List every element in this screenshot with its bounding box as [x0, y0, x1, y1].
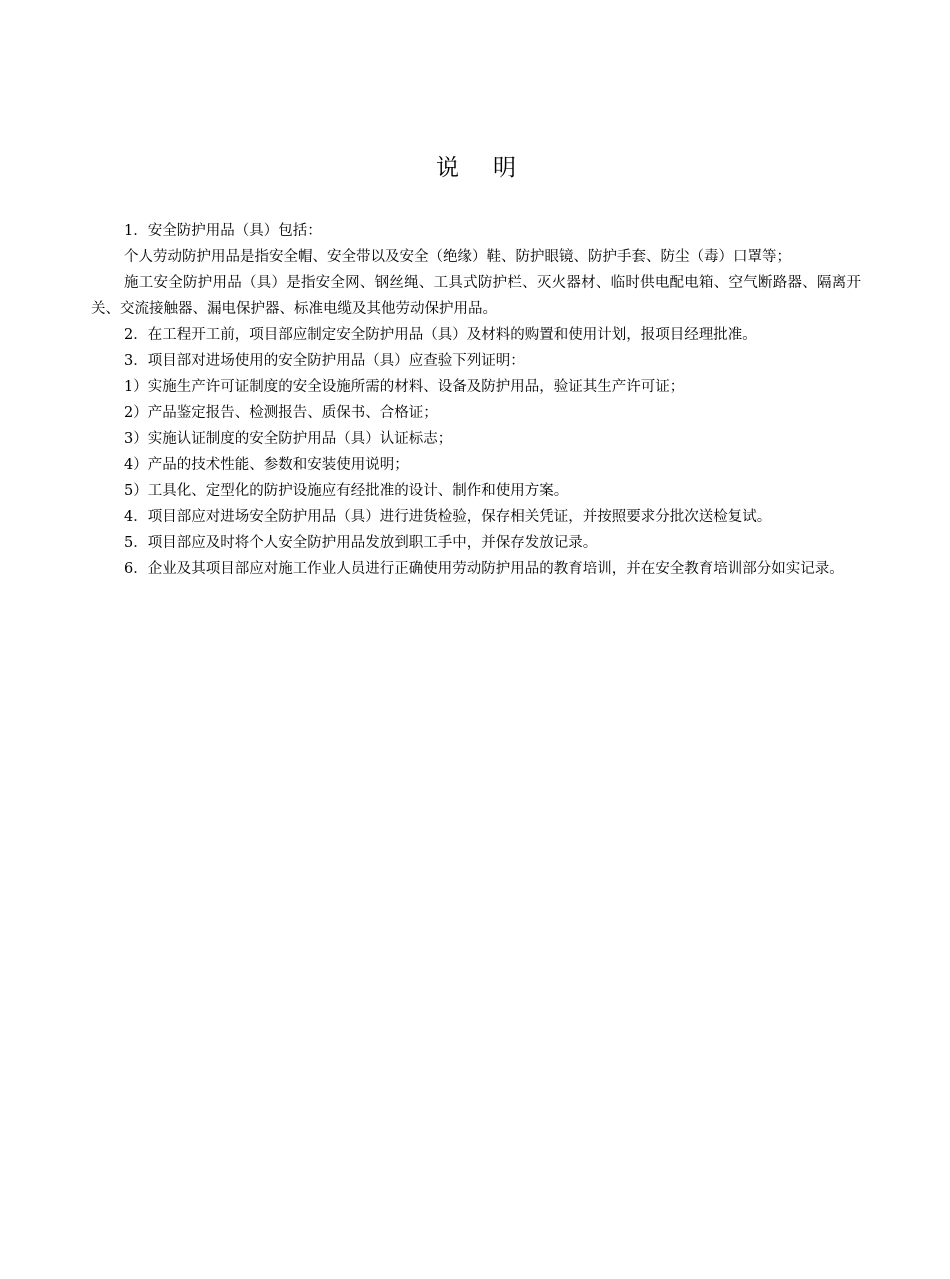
paragraph-6: 1）实施生产许可证制度的安全设施所需的材料、设备及防护用品，验证其生产许可证； — [124, 379, 685, 395]
page-title — [91, 152, 861, 184]
paragraph-1: 1．安全防护用品（具）包括： — [124, 223, 322, 239]
title-char-1: 说 — [436, 155, 459, 181]
paragraph-13: 6．企业及其项目部应对施工作业人员进行正确使用劳动防护用品的教育培训，并在安全教育培训部分如实记录。 — [124, 561, 844, 577]
paragraph-2: 个人劳动防护用品是指安全帽、安全带以及安全（绝缘）鞋、防护眼镜、防护手套、防尘（毒）口罩等； — [124, 249, 791, 265]
paragraph-4: 2．在工程开工前，项目部应制定安全防护用品（具）及材料的购置和使用计划，报项目经理批准。 — [124, 327, 757, 343]
title-char-2: 明 — [493, 155, 516, 181]
paragraph-10: 5）工具化、定型化的防护设施应有经批准的设计、制作和使用方案。 — [124, 483, 569, 499]
paragraph-9: 4）产品的技术性能、参数和安装使用说明； — [124, 457, 409, 473]
paragraph-11: 4．项目部应对进场安全防护用品（具）进行进货检验，保存相关凭证，并按照要求分批次送检复试。 — [124, 509, 772, 525]
document-page — [91, 0, 861, 1279]
paragraph-3: 施工安全防护用品（具）是指安全网、钢丝绳、工具式防护栏、灭火器材、临时供电配电箱、空气断路器、隔离开关、交流接触器、漏电保护器、标准电缆及其他劳动保护用品。 — [91, 275, 861, 317]
paragraph-12: 5．项目部应及时将个人安全防护用品发放到职工手中，并保存发放记录。 — [124, 535, 598, 551]
paragraph-7: 2）产品鉴定报告、检测报告、质保书、合格证； — [124, 405, 438, 421]
paragraph-5: 3．项目部对进场使用的安全防护用品（具）应查验下列证明： — [124, 353, 525, 369]
paragraph-8: 3）实施认证制度的安全防护用品（具）认证标志； — [124, 431, 453, 447]
document-body — [91, 218, 861, 582]
